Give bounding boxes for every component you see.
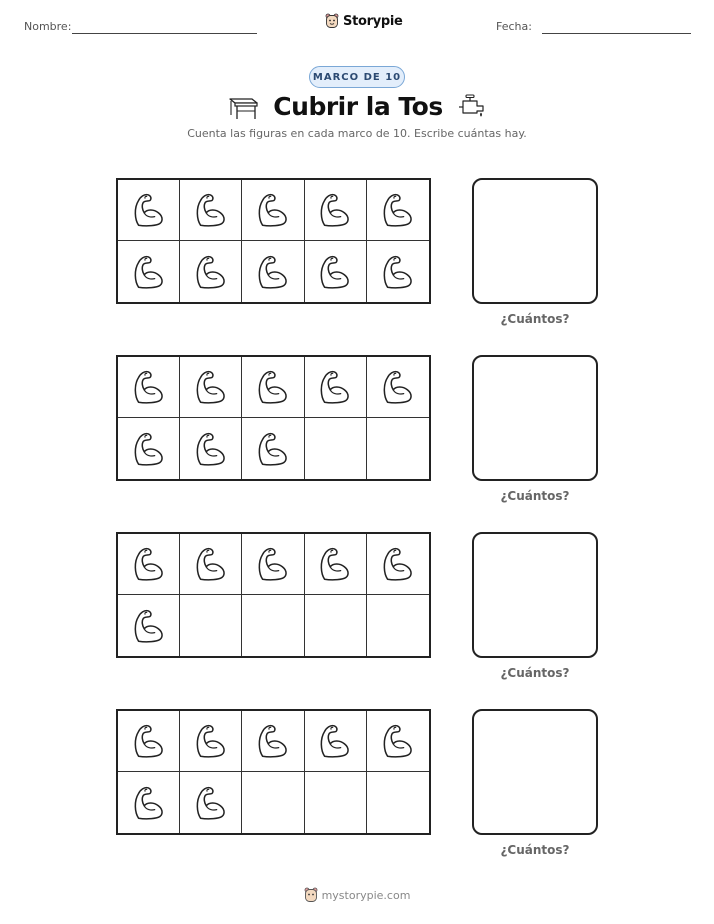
frame-cell	[305, 418, 367, 479]
frame-cell	[118, 595, 180, 656]
frame-cell	[118, 711, 180, 772]
how-many-label: ¿Cuántos?	[500, 843, 570, 857]
answer-box-3[interactable]	[472, 532, 598, 658]
flexed-biceps-icon	[316, 191, 354, 229]
answer-box-2[interactable]	[472, 355, 598, 481]
frame-cell	[242, 241, 304, 302]
flexed-biceps-icon	[130, 368, 168, 406]
flexed-biceps-icon	[192, 545, 230, 583]
how-many-label: ¿Cuántos?	[500, 489, 570, 503]
frame-cell	[242, 711, 304, 772]
flexed-biceps-icon	[130, 191, 168, 229]
frame-cell	[305, 595, 367, 656]
frame-cell	[242, 534, 304, 595]
flexed-biceps-icon	[130, 430, 168, 468]
flexed-biceps-icon	[254, 191, 292, 229]
frame-cell	[180, 180, 242, 241]
desk-icon	[227, 93, 259, 121]
flexed-biceps-icon	[254, 722, 292, 760]
flexed-biceps-icon	[130, 607, 168, 645]
flexed-biceps-icon	[316, 253, 354, 291]
frame-cell	[242, 357, 304, 418]
brand-logo	[325, 13, 403, 29]
frame-cell	[118, 241, 180, 302]
frame-cell	[305, 772, 367, 833]
flexed-biceps-icon	[379, 722, 417, 760]
frame-cell	[367, 241, 429, 302]
frame-cell	[367, 595, 429, 656]
flexed-biceps-icon	[130, 784, 168, 822]
frame-cell	[367, 357, 429, 418]
frame-cell	[180, 595, 242, 656]
flexed-biceps-icon	[254, 253, 292, 291]
footer-url: mystorypie.com	[321, 888, 411, 902]
frame-cell	[242, 418, 304, 479]
flexed-biceps-icon	[254, 545, 292, 583]
frame-cell	[118, 534, 180, 595]
frame-cell	[242, 595, 304, 656]
instructions: Cuenta las figuras en cada marco de 10. Escribe cuántas hay.	[187, 127, 527, 140]
flexed-biceps-icon	[254, 430, 292, 468]
date-line[interactable]	[542, 33, 691, 34]
worksheet-type-badge: MARCO DE 10	[309, 66, 405, 88]
storypie-mascot-icon	[304, 887, 318, 903]
flexed-biceps-icon	[192, 784, 230, 822]
frame-cell	[367, 534, 429, 595]
frame-cell	[305, 180, 367, 241]
frame-cell	[305, 241, 367, 302]
ten-frame-4	[116, 709, 431, 835]
frame-cell	[305, 711, 367, 772]
name-label: Nombre:	[24, 20, 72, 33]
frame-cell	[180, 241, 242, 302]
answer-box-1[interactable]	[472, 178, 598, 304]
flexed-biceps-icon	[130, 545, 168, 583]
flexed-biceps-icon	[379, 191, 417, 229]
footer	[0, 887, 714, 903]
ten-frame-1	[116, 178, 431, 304]
flexed-biceps-icon	[130, 722, 168, 760]
brand-name: Storypie	[343, 13, 403, 29]
faucet-icon	[457, 93, 487, 121]
frame-cell	[242, 772, 304, 833]
flexed-biceps-icon	[379, 545, 417, 583]
flexed-biceps-icon	[379, 253, 417, 291]
flexed-biceps-icon	[192, 430, 230, 468]
how-many-label: ¿Cuántos?	[500, 666, 570, 680]
title-row	[0, 92, 714, 121]
date-label: Fecha:	[496, 20, 532, 33]
frame-cell	[367, 711, 429, 772]
flexed-biceps-icon	[316, 722, 354, 760]
flexed-biceps-icon	[130, 253, 168, 291]
frame-cell	[118, 772, 180, 833]
answer-box-4[interactable]	[472, 709, 598, 835]
how-many-label: ¿Cuántos?	[500, 312, 570, 326]
flexed-biceps-icon	[192, 253, 230, 291]
frame-cell	[305, 534, 367, 595]
frame-cell	[180, 772, 242, 833]
flexed-biceps-icon	[192, 368, 230, 406]
storypie-mascot-icon	[325, 13, 339, 29]
frame-cell	[180, 711, 242, 772]
frame-cell	[180, 357, 242, 418]
ten-frame-2	[116, 355, 431, 481]
flexed-biceps-icon	[316, 545, 354, 583]
flexed-biceps-icon	[379, 368, 417, 406]
frame-cell	[118, 418, 180, 479]
frame-cell	[367, 180, 429, 241]
name-line[interactable]	[72, 33, 257, 34]
frame-cell	[118, 357, 180, 418]
frame-cell	[180, 418, 242, 479]
frame-cell	[367, 418, 429, 479]
flexed-biceps-icon	[192, 722, 230, 760]
frame-cell	[180, 534, 242, 595]
ten-frame-3	[116, 532, 431, 658]
flexed-biceps-icon	[316, 368, 354, 406]
frame-cell	[242, 180, 304, 241]
frame-cell	[367, 772, 429, 833]
flexed-biceps-icon	[254, 368, 292, 406]
frame-cell	[118, 180, 180, 241]
flexed-biceps-icon	[192, 191, 230, 229]
frame-cell	[305, 357, 367, 418]
page-title: Cubrir la Tos	[273, 92, 443, 121]
